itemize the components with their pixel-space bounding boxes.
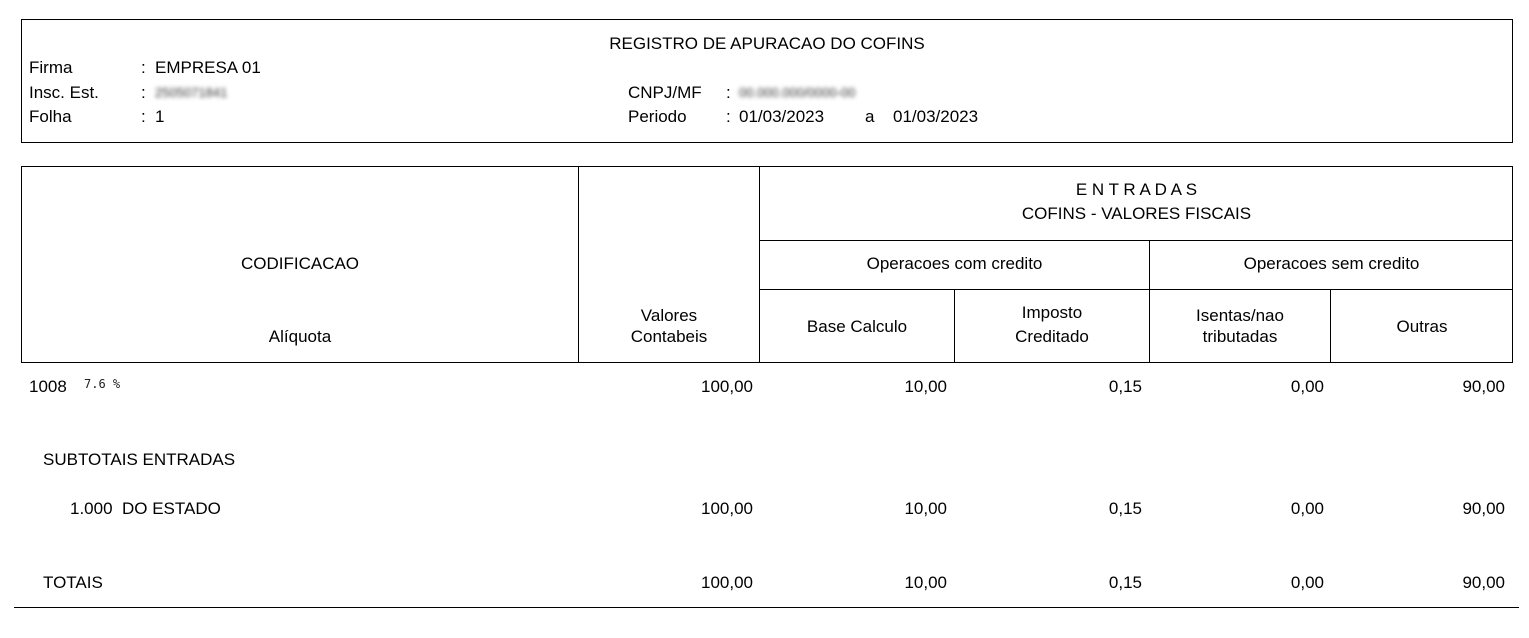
col-valores-contabeis-line2: Contabeis: [630, 327, 708, 346]
periodo-end: 01/03/2023: [893, 107, 979, 126]
firma-colon: :: [141, 58, 146, 77]
do-estado-imposto-creditado: 0,15: [1108, 499, 1142, 518]
divider: [954, 289, 955, 363]
cofins-valores-fiscais: COFINS - VALORES FISCAIS: [1021, 204, 1252, 223]
totais-valores-contabeis: 100,00: [701, 573, 753, 592]
cnpj-colon: :: [726, 83, 731, 102]
entradas-title: E N T R A D A S: [1075, 180, 1198, 199]
periodo-separator: a: [865, 107, 875, 126]
row-aliquota: 7.6 %: [84, 377, 121, 391]
row-outras: 90,00: [1462, 377, 1505, 396]
totais-imposto-creditado: 0,15: [1108, 573, 1142, 592]
col-aliquota: Alíquota: [268, 327, 332, 346]
row-imposto-creditado: 0,15: [1108, 377, 1142, 396]
row-base-calculo: 10,00: [904, 377, 947, 396]
report-title: REGISTRO DE APURACAO DO COFINS: [609, 34, 925, 53]
col-codificacao: CODIFICACAO: [240, 254, 360, 273]
folha-colon: :: [141, 107, 146, 126]
col-operacoes-com-credito: Operacoes com credito: [866, 254, 1043, 273]
totais-isentas: 0,00: [1290, 573, 1324, 592]
do-estado-isentas: 0,00: [1290, 499, 1324, 518]
col-imposto-line2: Creditado: [1015, 327, 1089, 346]
col-isentas-line2: tributadas: [1202, 327, 1278, 346]
col-imposto-line1: Imposto: [1021, 303, 1083, 322]
firma-value: EMPRESA 01: [155, 58, 261, 77]
divider: [759, 289, 1513, 290]
row-valores-contabeis: 100,00: [701, 377, 753, 396]
do-estado-valores-contabeis: 100,00: [701, 499, 753, 518]
col-base-calculo: Base Calculo: [806, 317, 908, 336]
do-estado-outras: 90,00: [1462, 499, 1505, 518]
periodo-start: 01/03/2023: [739, 107, 825, 126]
cnpj-label: CNPJ/MF: [628, 83, 702, 102]
totais-outras: 90,00: [1462, 573, 1505, 592]
periodo-label: Periodo: [628, 107, 687, 126]
periodo-colon: :: [726, 107, 731, 126]
folha-value: 1: [155, 107, 165, 126]
col-operacoes-sem-credito: Operacoes sem credito: [1243, 254, 1420, 273]
insc-label: Insc. Est.: [29, 83, 99, 102]
bottom-rule: [14, 607, 1519, 608]
folha-label: Folha: [29, 107, 72, 126]
cnpj-value: 00.000.000/0000-00: [739, 85, 856, 100]
insc-colon: :: [141, 83, 146, 102]
col-isentas-line1: Isentas/nao: [1196, 306, 1284, 325]
do-estado-base-calculo: 10,00: [904, 499, 947, 518]
insc-value: 2505071841: [155, 85, 228, 100]
firma-label: Firma: [29, 58, 73, 77]
subtotais-entradas-label: SUBTOTAIS ENTRADAS: [43, 450, 236, 469]
totais-label: TOTAIS: [43, 573, 103, 592]
do-estado-label: 1.000 DO ESTADO: [70, 499, 221, 518]
row-code: 1008: [29, 377, 67, 396]
col-valores-contabeis-line1: Valores: [640, 306, 698, 325]
row-isentas: 0,00: [1290, 377, 1324, 396]
divider: [759, 240, 1513, 241]
totais-base-calculo: 10,00: [904, 573, 947, 592]
col-outras: Outras: [1396, 317, 1448, 336]
